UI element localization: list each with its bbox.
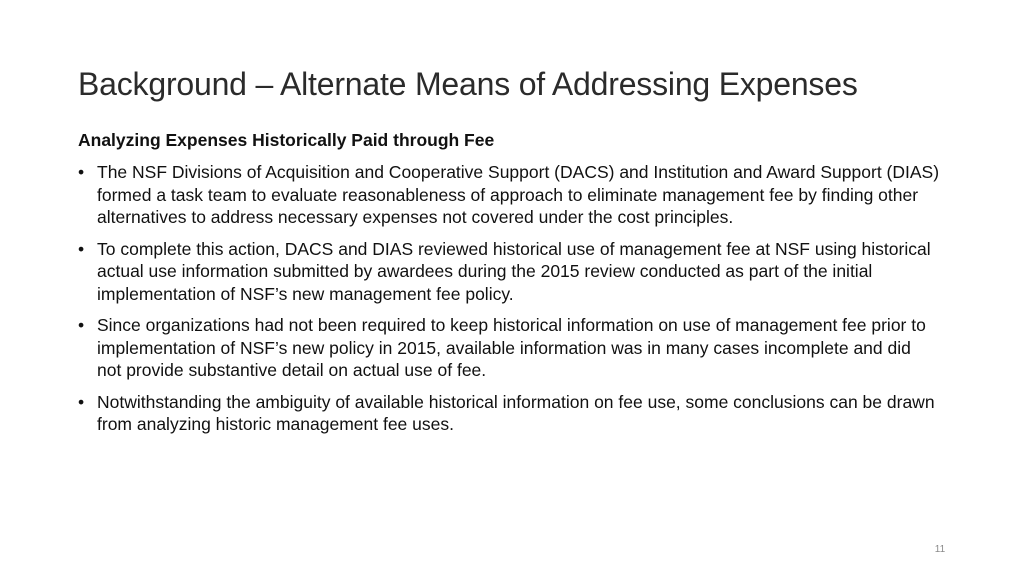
bullet-icon: • (78, 391, 85, 412)
slide-title: Background – Alternate Means of Addressing Expenses (78, 66, 858, 102)
bullet-item (78, 161, 940, 229)
bullet-icon: • (78, 238, 85, 259)
section-subheading: Analyzing Expenses Historically Paid through Fee (78, 130, 495, 150)
bullet-icon: • (78, 162, 85, 182)
page-number: 11 (934, 544, 946, 555)
bullet-text: Notwithstanding the ambiguity of available historical information on fee use, some conclusions can be drawn from analyzing historic management fee uses. (97, 391, 935, 434)
bullet-text: Since organizations had not been required to keep historical information on use of management fee prior to implementation of NSF’s new policy in 2015, available information was in many cases incomplete and did not provide substantive detail on actual use of fee. (97, 315, 926, 380)
bullet-item (78, 314, 940, 382)
bullet-icon: • (78, 315, 85, 335)
bullet-item (78, 391, 940, 436)
bullet-text: To complete this action, DACS and DIAS reviewed historical use of management fee at NSF using historical actual use information submitted by awardees during the 2015 review conducted as part of the initial implementation of NSF’s new management fee policy. (97, 238, 931, 304)
bullet-text: The NSF Divisions of Acquisition and Cooperative Support (DACS) and Institution and Award Support (DIAS) formed a task team to evaluate reasonableness of approach to eliminate management fee by finding other alternatives to address necessary expenses not covered under the cost principles. (97, 162, 940, 227)
bullet-list (78, 161, 940, 445)
bullet-item (78, 238, 940, 306)
